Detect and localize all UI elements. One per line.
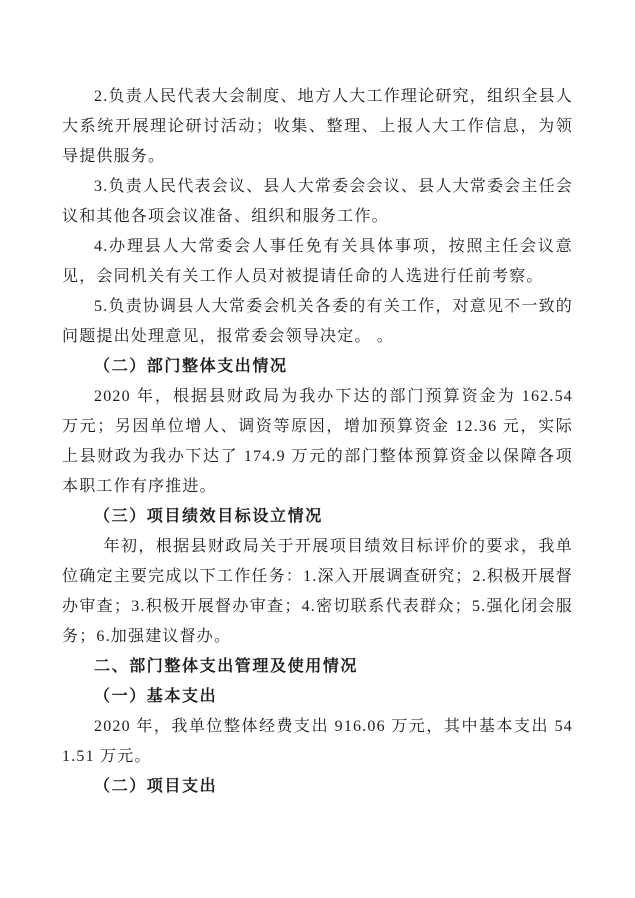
paragraph-expenditure-detail: 2020 年，我单位整体经费支出 916.06 万元，其中基本支出 541.51 万元。: [62, 718, 573, 765]
section-heading-basic-expenditure: （一）基本支出: [94, 688, 218, 705]
section-heading-project-expenditure: （二）项目支出: [94, 778, 218, 795]
document-body: [62, 82, 573, 802]
paragraph-performance-tasks: 年初，根据县财政局关于开展项目绩效目标评价的要求，我单位确定主要完成以下工作任务：1.深入开展调查研究；2.积极开展督办审查；3.积极开展督办审查；4.密切联系代表群众；5.强化闭会服务；6.加强建议督办。: [62, 538, 573, 645]
paragraph-budget-detail: 2020 年，根据县财政局为我办下达的部门预算资金为 162.54 万元；另因单位增人、调资等原因，增加预算资金 12.36 元，实际上县财政为我办下达了 174.9 万元的部门整体预算资金以保障各项本职工作有序推进。: [62, 388, 573, 495]
paragraph-duty-3: 3.负责人民代表会议、县人大常委会会议、县人大常委会主任会议和其他各项会议准备、组织和服务工作。: [62, 178, 573, 225]
paragraph-duty-5: 5.负责协调县人大常委会机关各委的有关工作，对意见不一致的问题提出处理意见，报常委会领导决定。 。: [62, 298, 573, 345]
section-heading-management-usage: 二、部门整体支出管理及使用情况: [94, 658, 359, 675]
section-heading-overall-expenditure: （二）部门整体支出情况: [94, 358, 288, 375]
section-heading-performance-goals: （三）项目绩效目标设立情况: [94, 508, 323, 525]
paragraph-duty-2: 2.负责人民代表大会制度、地方人大工作理论研究，组织全县人大系统开展理论研讨活动；收集、整理、上报人大工作信息，为领导提供服务。: [62, 88, 573, 165]
paragraph-duty-4: 4.办理县人大常委会人事任免有关具体事项，按照主任会议意见，会同机关有关工作人员对被提请任命的人选进行任前考察。: [62, 238, 573, 285]
